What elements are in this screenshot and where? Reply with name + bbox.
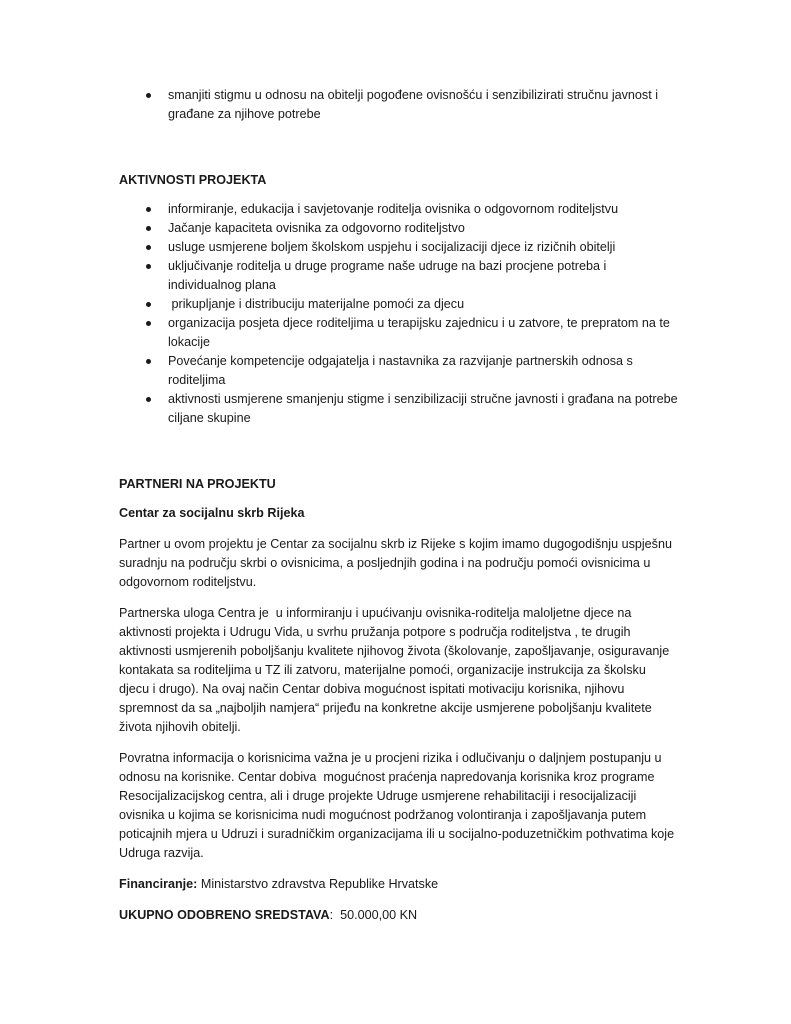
list-item	[119, 295, 679, 314]
list-item-text: aktivnosti usmjerene smanjenju stigme i senzibilizaciji stručne javnosti i građana na potrebe ciljane skupine	[168, 392, 678, 425]
bullet-icon	[146, 302, 151, 307]
intro-bullet-list	[119, 86, 679, 124]
partners-paragraph-3: Povratna informacija o korisnicima važna je u procjeni rizika i odlučivanju o daljnjem postupanju u odnosu na korisnike. Centar dobiva mogućnost praćenja napredovanja korisnika kroz programe Resocijalizacijskog centra, ali i druge projekte Udruge usmjerene rehabilitaciji i resocijalizaciji ovisnika u kojima se korisnicima nudi mogućnost podržanog volontiranja i zapošljavanja putem poticajnih mjera u Udruzi i suradničkim organizacijama ili u socijalno-poduzetničkim pothvatima koje Udruga razvija.	[119, 751, 678, 860]
bullet-icon	[146, 321, 151, 326]
activities-list	[119, 200, 679, 428]
list-item-text: Jačanje kapaciteta ovisnika za odgovorno roditeljstvo	[168, 221, 465, 235]
list-item-text: organizacija posjeta djece roditeljima u terapijsku zajednicu i u zatvore, te prepratom na te lokacije	[168, 316, 670, 349]
bullet-icon	[146, 207, 151, 212]
total-line	[119, 906, 679, 925]
partner-name: Centar za socijalnu skrb Rijeka	[119, 506, 305, 520]
list-item	[119, 238, 679, 257]
bullet-icon	[146, 245, 151, 250]
funding-line	[119, 875, 679, 894]
activities-heading: AKTIVNOSTI PROJEKTA	[119, 173, 267, 187]
funding-label: Financiranje:	[119, 877, 198, 891]
partners-heading: PARTNERI NA PROJEKTU	[119, 477, 276, 491]
list-item-text: usluge usmjerene boljem školskom uspjehu i socijalizaciji djece iz rizičnih obitelji	[168, 240, 616, 254]
list-item	[119, 352, 679, 390]
total-value: : 50.000,00 KN	[329, 908, 418, 922]
funding-value: Ministarstvo zdravstva Republike Hrvatske	[197, 877, 439, 891]
bullet-icon	[146, 264, 151, 269]
document-page	[119, 86, 679, 925]
list-item-text: Povećanje kompetencije odgajatelja i nastavnika za razvijanje partnerskih odnosa s roditeljima	[168, 354, 633, 387]
list-item	[119, 200, 679, 219]
partners-paragraph-1: Partner u ovom projektu je Centar za socijalnu skrb iz Rijeke s kojim imamo dugogodišnju uspješnu suradnju na području skrbi o ovisnicima, a posljednjih godina i na području pomoći ovisnicima u odgovornom roditeljstvu.	[119, 537, 672, 589]
list-item-text: smanjiti stigmu u odnosu na obitelji pogođene ovisnošću i senzibilizirati stručnu javnost i građane za njihove potrebe	[168, 88, 659, 121]
list-item	[119, 219, 679, 238]
bullet-icon	[146, 93, 151, 98]
total-label: UKUPNO ODOBRENO SREDSTAVA	[119, 908, 330, 922]
list-item	[119, 86, 679, 124]
list-item-text: prikupljanje i distribuciju materijalne pomoći za djecu	[168, 297, 465, 311]
partners-paragraph-2: Partnerska uloga Centra je u informiranju i upućivanju ovisnika-roditelja maloljetne djece na aktivnosti projekta i Udrugu Vida, u svrhu pružanja potpore s područja roditeljstva , te drugih aktivnosti usmjerenih poboljšanju kvalitete njihovog života (školovanje, zapošljavanje, osiguravanje kontakata sa roditeljima u TZ ili zatvoru, materijalne pomoći, organizacije instrukcija za školsku djecu i drugo). Na ovaj način Centar dobiva mogućnost ispitati motivaciju korisnika, njihovu spremnost da sa „najboljih namjera“ prijeđu na konkretne akcije usmjerene poboljšanju kvalitete života njihovih obitelji.	[119, 606, 673, 734]
bullet-icon	[146, 397, 151, 402]
bullet-icon	[146, 226, 151, 231]
list-item-text: uključivanje roditelja u druge programe naše udruge na bazi procjene potreba i individualnog plana	[168, 259, 607, 292]
list-item	[119, 257, 679, 295]
bullet-icon	[146, 359, 151, 364]
list-item	[119, 390, 679, 428]
list-item-text: informiranje, edukacija i savjetovanje roditelja ovisnika o odgovornom roditeljstvu	[168, 202, 619, 216]
list-item	[119, 314, 679, 352]
